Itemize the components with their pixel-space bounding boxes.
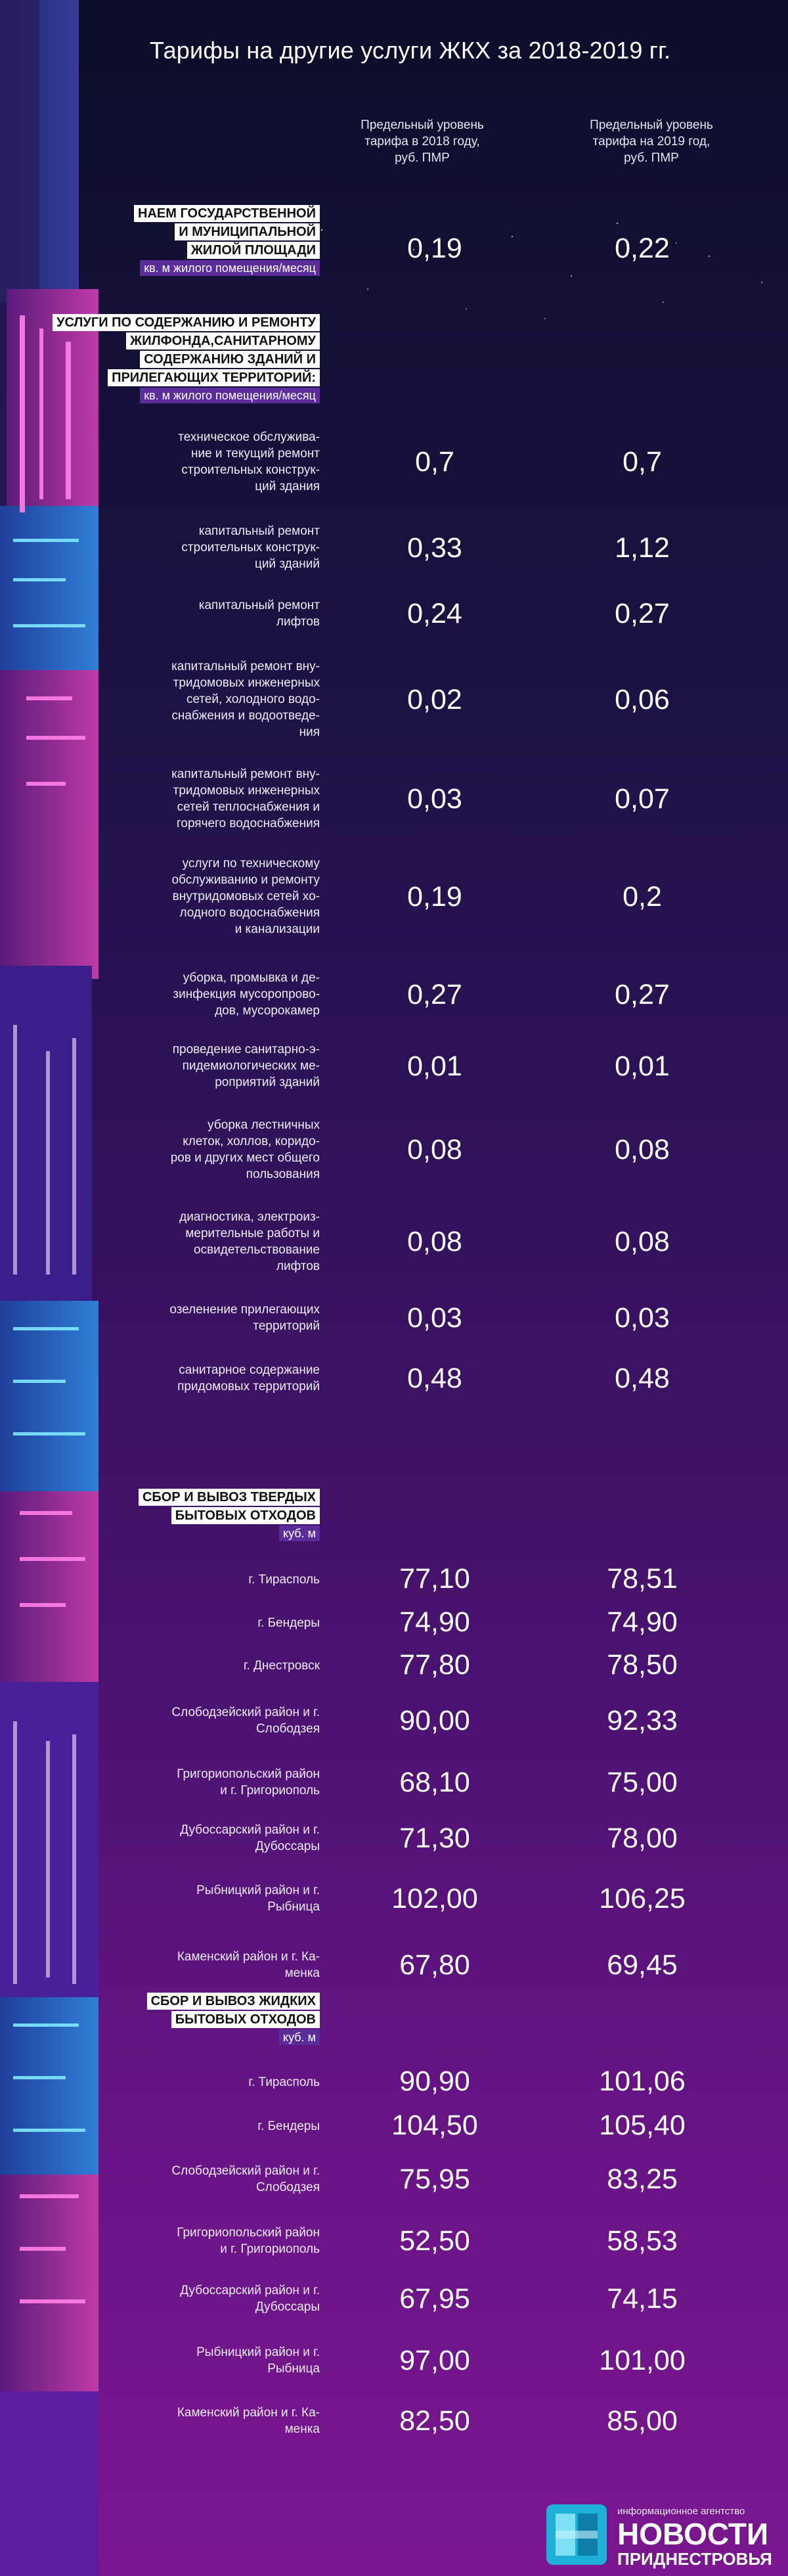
value-2018: 0,27: [407, 978, 462, 1010]
row-label-line: Григориопольский район: [177, 2226, 320, 2240]
row-label-line: г. Тирасполь: [248, 1573, 320, 1587]
row-label: [142, 429, 320, 495]
value-2019: 1,12: [615, 531, 670, 564]
value-2019: 78,00: [607, 1822, 678, 1854]
row-label: [142, 2344, 320, 2377]
value-2018: 102,00: [391, 1883, 478, 1914]
row-label-line: лифтов: [276, 1259, 320, 1273]
value-2019: 0,08: [615, 1134, 670, 1165]
row-label-line: горячего водоснабжения: [176, 817, 320, 830]
value-2018: 90,90: [399, 2066, 470, 2097]
value-2018: 0,08: [407, 1134, 462, 1165]
section-tbo-header: [139, 1489, 320, 1541]
value-2018: 0,7: [415, 446, 454, 478]
value-2018: 0,08: [407, 1226, 462, 1257]
row-label: [142, 1704, 320, 1737]
column-header-line: Предельный уровень: [590, 118, 713, 132]
value-2019: 0,06: [615, 683, 670, 715]
column-header-line: руб. ПМР: [624, 151, 679, 165]
value-2019: 83,25: [607, 2163, 678, 2195]
row-label-line: Слободзея: [255, 2181, 320, 2194]
pmr-logo-icon: [546, 2504, 607, 2565]
row-label-line: дов, мусорокамер: [215, 1004, 320, 1018]
row-label-line: и г. Григориополь: [220, 1784, 320, 1797]
row-label: [142, 1658, 320, 1674]
row-label: [142, 855, 320, 938]
value-2019: 69,45: [607, 1949, 678, 1981]
row-label: [142, 658, 320, 740]
value-2019: 75,00: [607, 1767, 678, 1798]
section-zho-header: [147, 1993, 320, 2045]
value-2019: 0,01: [615, 1050, 670, 1082]
row-label-line: диагностика, электроиз-: [179, 1210, 320, 1224]
row-label: [142, 1209, 320, 1275]
row-label-line: пользования: [246, 1167, 320, 1181]
value-2018: 0,02: [407, 683, 462, 715]
row-label-line: Рыбницкий район и г.: [196, 1884, 320, 1897]
row-label-line: зинфекция мусоропрово-: [173, 987, 320, 1001]
value-2018: 75,95: [399, 2163, 470, 2195]
row-label: [142, 970, 320, 1019]
row-label-line: сетей, холодного водо-: [186, 692, 320, 706]
row-label-line: территорий: [253, 1319, 320, 1333]
row-label-line: строительных конструк-: [181, 541, 320, 554]
column-header-line: тарифа в 2018 году,: [364, 135, 480, 148]
row-label-line: тридомовых инженерных: [173, 784, 320, 798]
row-label-line: и г. Григориополь: [220, 2242, 320, 2256]
value-2019: 0,7: [623, 446, 662, 478]
row-label: [142, 1117, 320, 1183]
section-title-line: БЫТОВЫХ ОТХОДОВ: [171, 2011, 320, 2028]
section-title-line: НАЕМ ГОСУДАРСТВЕННОЙ: [134, 205, 320, 222]
stars-decoration: [309, 210, 788, 328]
logo-caption: информационное агентство: [617, 2506, 745, 2517]
row-label-line: г. Тирасполь: [248, 2075, 320, 2089]
row-label-line: г. Днестровск: [243, 1659, 320, 1673]
row-label: [142, 1882, 320, 1915]
row-label-line: техническое обслужива-: [178, 430, 320, 444]
value-2018: 90,00: [399, 1705, 470, 1736]
value-2019: 0,08: [615, 1226, 670, 1257]
row-label: [142, 2163, 320, 2196]
row-label-line: ций здания: [255, 480, 320, 493]
row-label-line: санитарное содержание: [179, 1363, 320, 1377]
row-label-line: внутридомовых сетей хо-: [172, 890, 320, 903]
value-2018: 0,24: [407, 598, 462, 629]
value-2019: 78,50: [607, 1649, 678, 1681]
value-2019: 0,03: [615, 1302, 670, 1334]
row-label-line: менка: [284, 1966, 320, 1980]
value-2019: 0,07: [615, 783, 670, 815]
value-2019: 106,25: [599, 1883, 686, 1914]
value-2018: 0,03: [407, 783, 462, 815]
row-label-line: ние и текущий ремонт: [190, 447, 320, 461]
value-2019: 85,00: [607, 2405, 678, 2437]
row-label: [142, 1301, 320, 1334]
row-label-line: г. Бендеры: [257, 1616, 320, 1630]
row-label-line: Рыбница: [267, 1900, 320, 1914]
row-label-line: освидетельствование: [194, 1243, 320, 1257]
section-title-line: ПРИЛЕГАЮЩИХ ТЕРРИТОРИЙ:: [108, 369, 320, 386]
section-unit: куб. м: [279, 1525, 320, 1541]
row-label-line: капитальный ремонт: [198, 524, 320, 538]
row-label-line: и канализации: [234, 922, 320, 936]
value-2019: 101,00: [599, 2345, 686, 2376]
value-2018: 77,10: [399, 1563, 470, 1594]
value-2018: 97,00: [399, 2345, 470, 2376]
section-title-line: СОДЕРЖАНИЮ ЗДАНИЙ И: [140, 351, 320, 368]
value-2019: 105,40: [599, 2110, 686, 2141]
row-label: [142, 523, 320, 572]
column-header-2018: [343, 117, 501, 166]
row-label-line: менка: [284, 2422, 320, 2436]
section-title-line: ЖИЛОЙ ПЛОЩАДИ: [187, 242, 320, 259]
agency-logo: [546, 2502, 771, 2567]
row-label: [142, 2118, 320, 2135]
value-2018: 74,90: [399, 1606, 470, 1638]
row-label-line: Дубоссары: [255, 1840, 320, 1853]
row-label-line: снабжения и водоотведе-: [171, 709, 320, 723]
row-label: [142, 1822, 320, 1855]
value-2019: 0,2: [623, 880, 662, 913]
row-label: [142, 1615, 320, 1631]
value-2018: 68,10: [399, 1767, 470, 1798]
value-2018: 82,50: [399, 2405, 470, 2437]
row-label-line: Слободзейский район и г.: [171, 1706, 320, 1719]
row-label-line: пидемиологических ме-: [182, 1059, 320, 1073]
section-title-line: И МУНИЦИПАЛЬНОЙ: [175, 223, 320, 240]
column-header-line: руб. ПМР: [395, 151, 450, 165]
column-header-2019: [573, 117, 730, 166]
logo-title: НОВОСТИ: [617, 2517, 769, 2551]
section-unit: кв. м жилого помещения/месяц: [140, 388, 320, 403]
row-label-line: лодного водоснабжения: [179, 906, 320, 920]
row-label-line: Слободзейский район и г.: [171, 2164, 320, 2178]
row-label-line: уборка, промывка и де-: [183, 971, 320, 985]
row-label: [142, 1571, 320, 1588]
value-2019: 0,48: [615, 1363, 670, 1394]
value-2018: 67,80: [399, 1949, 470, 1981]
row-label: [142, 2225, 320, 2257]
row-label-line: капитальный ремонт вну-: [171, 660, 320, 673]
row-label-line: обслуживанию и ремонту: [171, 873, 320, 887]
row-label-line: проведение санитарно-э-: [172, 1043, 320, 1056]
row-label-line: мерительные работы и: [185, 1227, 320, 1240]
row-label: [142, 1362, 320, 1395]
section-title-line: СБОР И ВЫВОЗ ТВЕРДЫХ: [139, 1489, 320, 1506]
row-label-line: клеток, холлов, коридо-: [183, 1135, 320, 1148]
value-2019: 101,06: [599, 2066, 686, 2097]
section-title-line: БЫТОВЫХ ОТХОДОВ: [171, 1507, 320, 1524]
row-label-line: лифтов: [276, 615, 320, 629]
section-unit: куб. м: [279, 2029, 320, 2045]
row-label-line: Слободзея: [255, 1722, 320, 1736]
value-2018: 67,95: [399, 2283, 470, 2315]
row-label: [142, 1949, 320, 1981]
section-title-line: ЖИЛФОНДА,САНИТАРНОМУ: [126, 332, 320, 350]
row-label-line: ния: [299, 725, 320, 739]
value-2018: 104,50: [391, 2110, 478, 2141]
row-label: [142, 2074, 320, 2090]
row-label-line: Дубоссарский район и г.: [180, 1823, 320, 1837]
row-label-line: тридомовых инженерных: [173, 676, 320, 690]
value-2018: 0,19: [407, 880, 462, 913]
value-2019: 0,22: [615, 233, 670, 264]
value-2019: 92,33: [607, 1705, 678, 1736]
row-label: [142, 2405, 320, 2437]
row-label: [142, 1041, 320, 1091]
row-label: [142, 597, 320, 630]
row-label-line: Рыбницкий район и г.: [196, 2345, 320, 2359]
row-label-line: Дубоссарский район и г.: [180, 2284, 320, 2297]
value-2019: 74,15: [607, 2283, 678, 2315]
value-2018: 0,19: [407, 233, 462, 264]
value-2019: 58,53: [607, 2225, 678, 2257]
row-label-line: озеленение прилегающих: [169, 1303, 320, 1317]
row-label-line: услуги по техническому: [182, 857, 320, 870]
value-2019: 0,27: [615, 598, 670, 629]
value-2018: 0,33: [407, 531, 462, 564]
row-label-line: Дубоссары: [255, 2300, 320, 2314]
section-naem-header: [134, 205, 320, 276]
row-label-line: Каменский район и г. Ка-: [177, 1950, 320, 1964]
row-label-line: придомовых территорий: [177, 1380, 320, 1393]
row-label: [142, 766, 320, 832]
section-unit: кв. м жилого помещения/месяц: [140, 260, 320, 276]
value-2019: 74,90: [607, 1606, 678, 1638]
value-2018: 77,80: [399, 1649, 470, 1681]
value-2018: 0,01: [407, 1050, 462, 1082]
row-label-line: г. Бендеры: [257, 2119, 320, 2133]
row-label-line: капитальный ремонт: [198, 599, 320, 612]
row-label-line: сетей теплоснабжения и: [177, 800, 320, 814]
row-label-line: Рыбница: [267, 2362, 320, 2376]
row-label-line: Каменский район и г. Ка-: [177, 2406, 320, 2420]
page-title: Тарифы на другие услуги ЖКХ за 2018-2019 гг.: [150, 37, 671, 64]
value-2018: 71,30: [399, 1822, 470, 1854]
row-label-line: роприятий зданий: [215, 1075, 320, 1089]
value-2019: 0,27: [615, 978, 670, 1010]
logo-subtitle: ПРИДНЕСТРОВЬЯ: [617, 2549, 772, 2569]
section-title-line: УСЛУГИ ПО СОДЕРЖАНИЮ И РЕМОНТУ: [53, 314, 320, 331]
column-header-line: тарифа на 2019 год,: [592, 135, 711, 148]
value-2018: 52,50: [399, 2225, 470, 2257]
row-label-line: уборка лестничных: [208, 1118, 320, 1132]
row-label-line: капитальный ремонт вну-: [171, 767, 320, 781]
row-label: [142, 1766, 320, 1799]
row-label-line: ций зданий: [254, 557, 320, 571]
row-label: [142, 2282, 320, 2315]
section-soderzhanie-header: [53, 314, 320, 403]
value-2018: 0,48: [407, 1363, 462, 1394]
value-2019: 78,51: [607, 1563, 678, 1594]
row-label-line: строительных конструк-: [181, 463, 320, 477]
value-2018: 0,03: [407, 1302, 462, 1334]
column-header-line: Предельный уровень: [361, 118, 484, 132]
row-label-line: Григориопольский район: [177, 1767, 320, 1781]
row-label-line: ров и других мест общего: [170, 1151, 320, 1165]
section-title-line: СБОР И ВЫВОЗ ЖИДКИХ: [147, 1993, 320, 2010]
